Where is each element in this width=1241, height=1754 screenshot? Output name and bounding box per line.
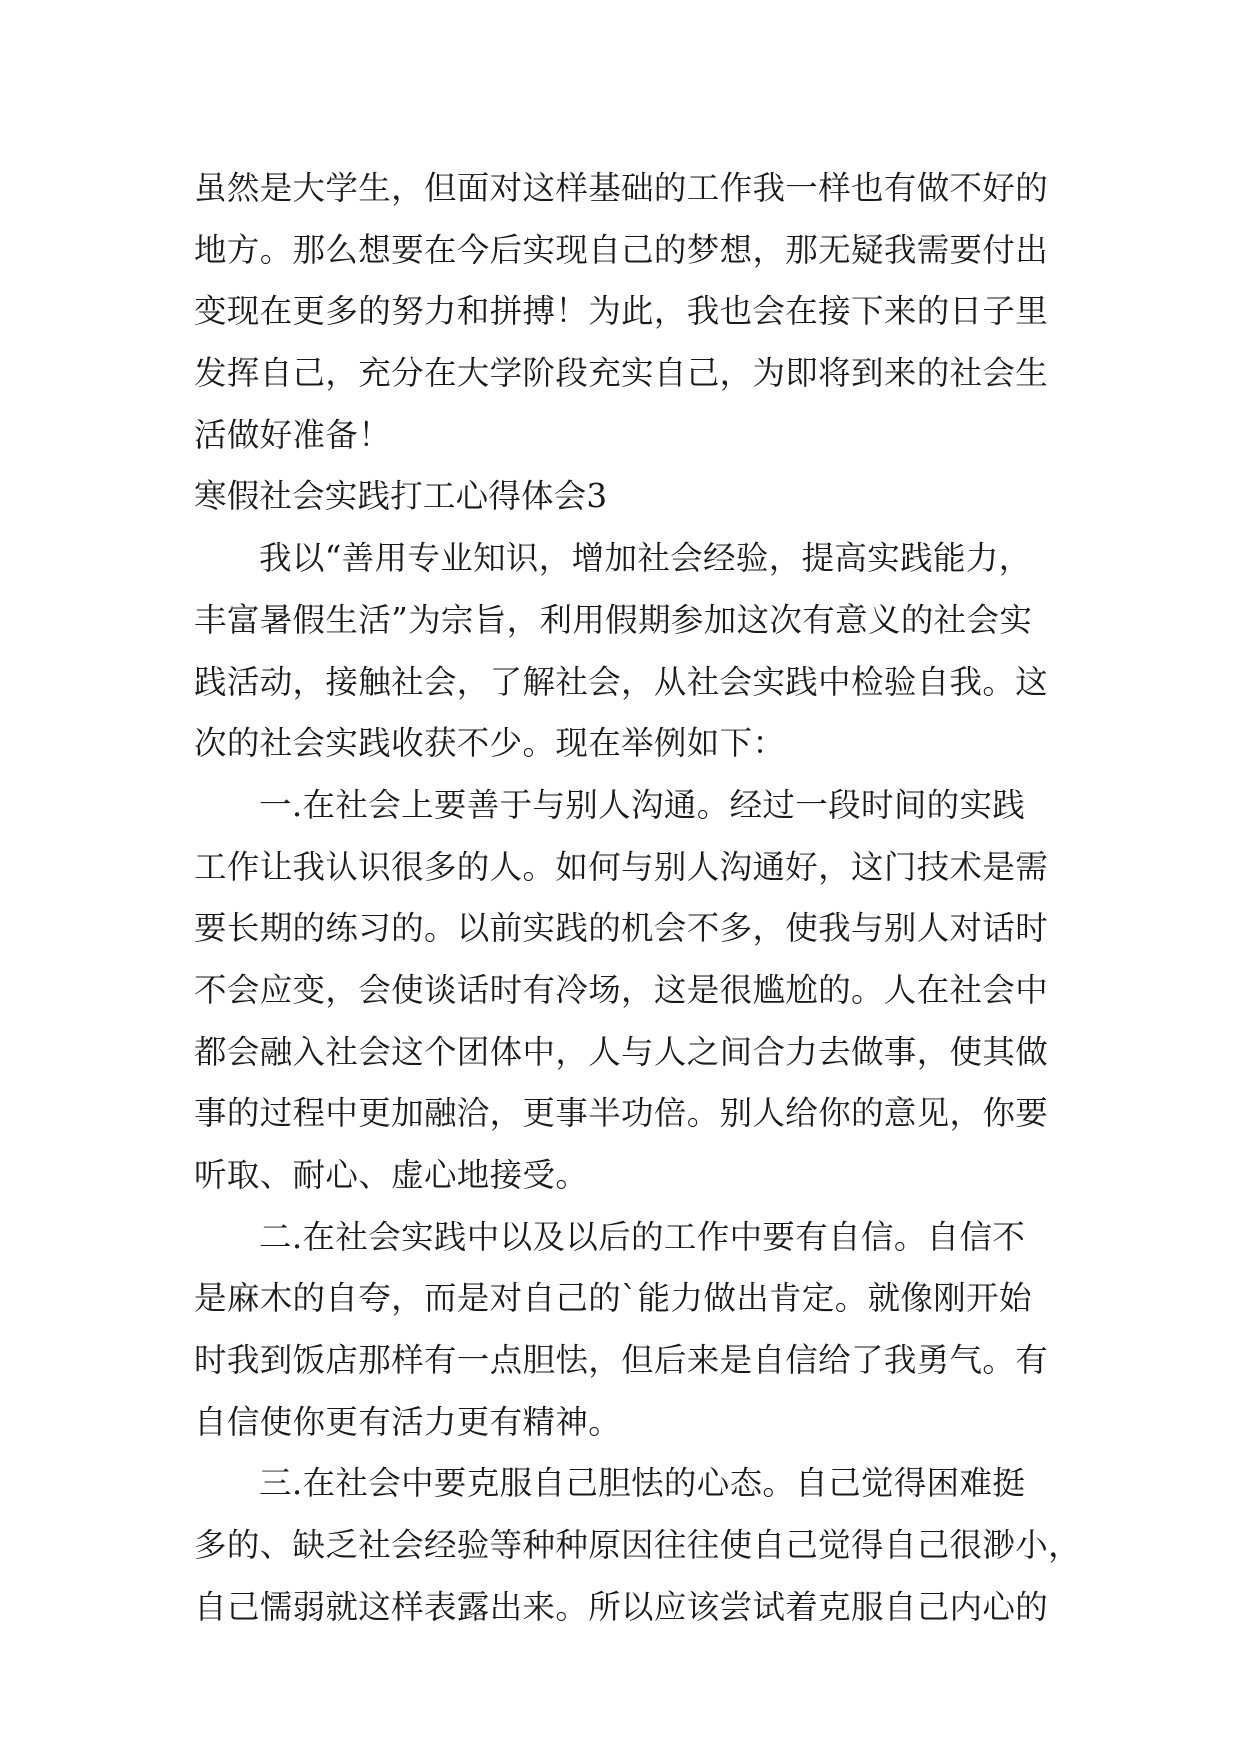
body-line: 时我到饭店那样有一点胆怯，但后来是自信给了我勇气。有 (194, 1341, 1049, 1380)
section-title: 寒假社会实践打工心得体会3 (194, 477, 608, 516)
list-item-three-first-line: 三.在社会中要克服自己胆怯的心态。自己觉得困难挺 (259, 1464, 1026, 1503)
paragraph-first-line: 我以“善用专业知识，增加社会经验，提高实践能力， (259, 539, 1032, 578)
body-line: 变现在更多的努力和拼搏！为此，我也会在接下来的日子里 (194, 292, 1049, 331)
body-line: 都会融入社会这个团体中，人与人之间合力去做事，使其做 (194, 1032, 1049, 1071)
body-line: 地方。那么想要在今后实现自己的梦想，那无疑我需要付出 (194, 230, 1049, 269)
body-line: 是麻木的自夸，而是对自己的`能力做出肯定。就像刚开始 (194, 1279, 1032, 1318)
body-line: 工作让我认识很多的人。如何与别人沟通好，这门技术是需 (194, 847, 1049, 886)
body-line: 活做好准备！ (194, 415, 392, 454)
body-line: 多的、缺乏社会经验等种种原因往往使自己觉得自己很渺小， (194, 1526, 1081, 1565)
body-line: 践活动，接触社会，了解社会，从社会实践中检验自我。这 (194, 662, 1049, 701)
body-line: 不会应变，会使谈话时有冷场，这是很尴尬的。人在社会中 (194, 970, 1049, 1009)
body-line: 听取、耐心、虚心地接受。 (194, 1156, 589, 1194)
body-line: 要长期的练习的。以前实践的机会不多，使我与别人对话时 (194, 909, 1049, 948)
body-line: 自己懦弱就这样表露出来。所以应该尝试着克服自己内心的 (194, 1587, 1049, 1626)
body-line: 自信使你更有活力更有精神。 (194, 1402, 622, 1441)
list-item-two-first-line: 二.在社会实践中以及以后的工作中要有自信。自信不 (259, 1217, 1026, 1256)
body-line: 发挥自己，充分在大学阶段充实自己，为即将到来的社会生 (194, 354, 1049, 393)
body-line: 虽然是大学生，但面对这样基础的工作我一样也有做不好的 (194, 169, 1049, 207)
list-item-one-first-line: 一.在社会上要善于与别人沟通。经过一段时间的实践 (259, 785, 1026, 824)
document-body (194, 158, 1081, 1639)
body-line: 事的过程中更加融洽，更事半功倍。别人给你的意见，你要 (194, 1094, 1049, 1133)
body-line: 次的社会实践收获不少。现在举例如下： (194, 724, 786, 763)
body-line: 丰富暑假生活”为宗旨，利用假期参加这次有意义的社会实 (194, 600, 1033, 639)
